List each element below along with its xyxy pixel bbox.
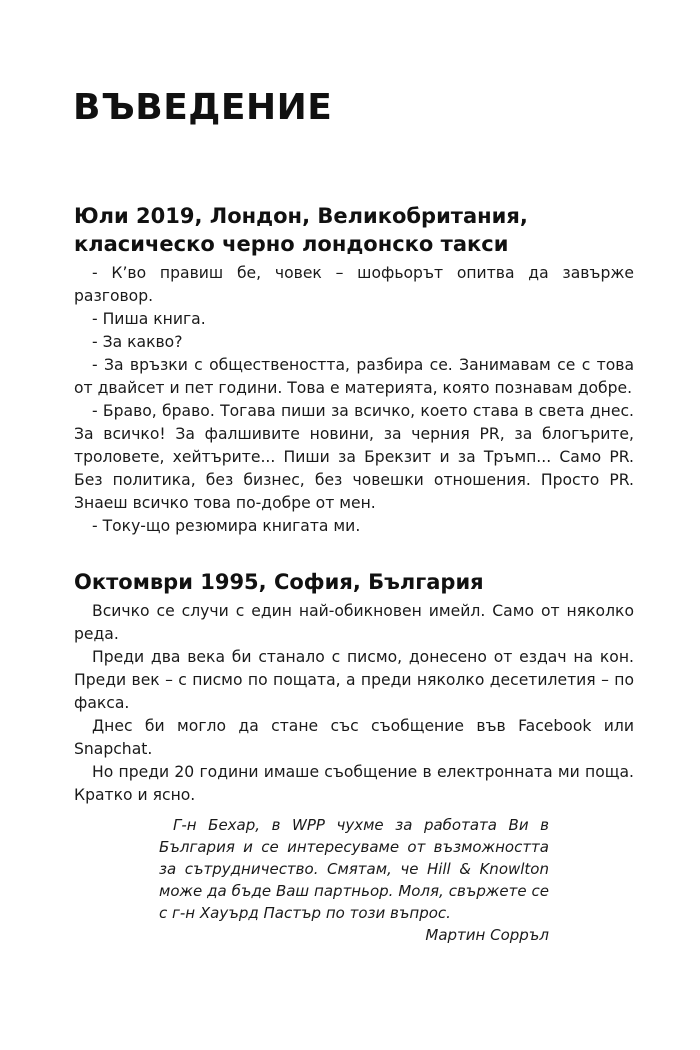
paragraph: - К’во правиш бе, човек – шофьорът опитва да завърже разговор. xyxy=(74,264,634,305)
section-heading-line: Октомври 1995, София, България xyxy=(74,570,484,594)
email-body: Г-н Бехар, в WPP чухме за работата Ви в България и се интересуваме от възможността за сътрудничество. Смятам, че Hill & Knowlton може да бъде Ваш партньор. Моля, свържете се с г-н Хауърд Пастър по този въпрос. xyxy=(159,816,549,922)
section-london xyxy=(74,202,634,538)
paragraph: - Браво, браво. Тогава пиши за всичко, което става в света днес. За всичко! За фалшивите новини, за черния PR, за блогърите, троловете, хейтърите... Пиши за Брекзит и за Тръмп... Само PR. Без политика, без бизнес, без човешки отношения. Просто PR. Знаеш всичко това по-добре от мен. xyxy=(74,402,634,512)
chapter-title: ВЪВЕДЕНИЕ xyxy=(73,87,333,128)
paragraph: Всичко се случи с един най-обикновен имейл. Само от няколко реда. xyxy=(74,602,634,643)
quoted-email xyxy=(159,814,549,946)
section-sofia xyxy=(74,568,634,807)
email-signature: Мартин Сорръл xyxy=(425,926,549,944)
paragraph: - Току-що резюмира книгата ми. xyxy=(92,517,361,535)
section-heading xyxy=(74,568,634,596)
paragraph: - За какво? xyxy=(92,333,183,351)
section-heading xyxy=(74,202,634,258)
paragraph: - За връзки с обществеността, разбира се. Занимавам се с това от двайсет и пет години. Това е материята, която познавам добре. xyxy=(74,356,634,397)
paragraph: Днес би могло да стане със съобщение във Facebook или Snapchat. xyxy=(74,717,634,758)
paragraph: Преди два века би станало с писмо, донесено от ездач на кон. Преди век – с писмо по пощата, а преди няколко десетилетия – по факса. xyxy=(74,648,634,712)
paragraph: Но преди 20 години имаше съобщение в електронната ми поща. Кратко и ясно. xyxy=(74,763,634,804)
paragraph: - Пиша книга. xyxy=(92,310,206,328)
section-heading-line: класическо черно лондонско такси xyxy=(74,232,509,256)
section-heading-line: Юли 2019, Лондон, Великобритания, xyxy=(74,204,528,228)
